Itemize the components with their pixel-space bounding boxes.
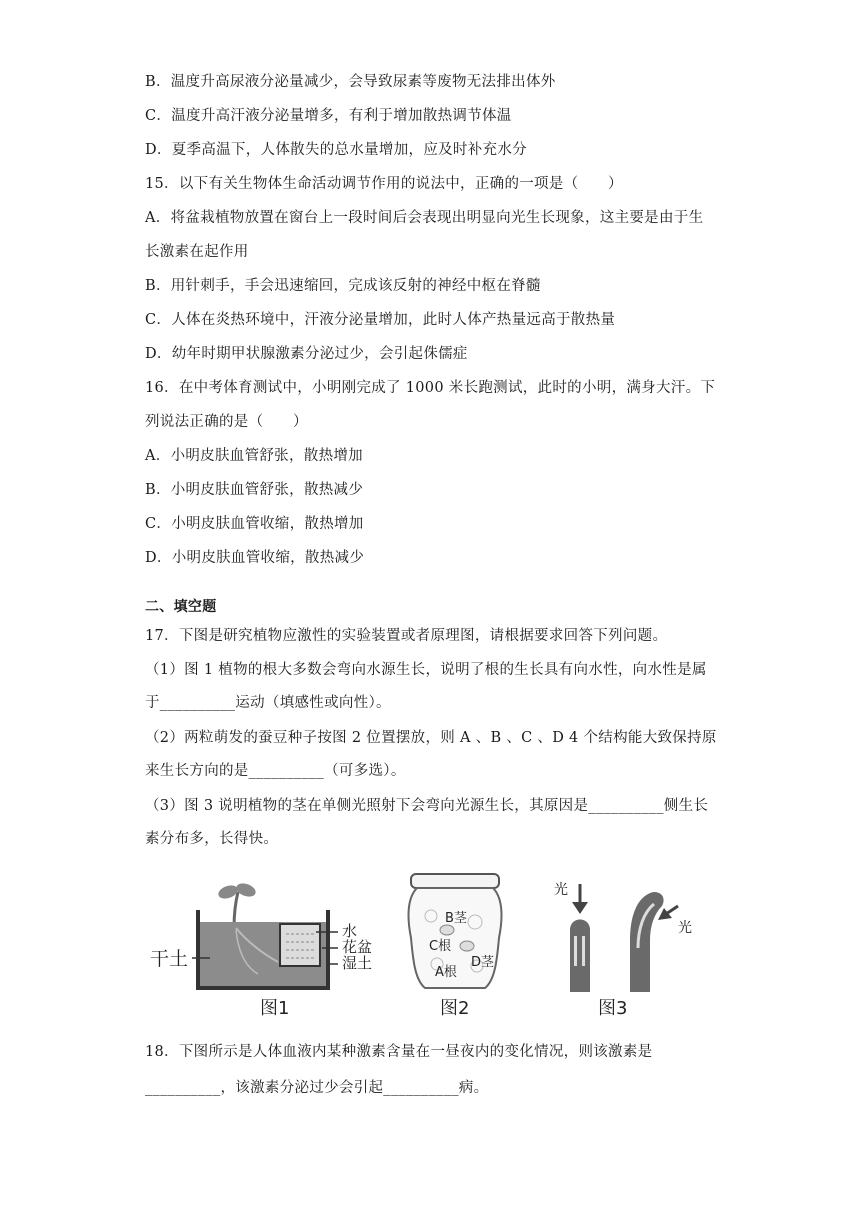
fig2-a-root-label: A根 [435,965,457,980]
figure-3-caption: 图3 [598,998,628,1019]
question-17-part3: （3）图 3 说明植物的茎在单侧光照射下会弯向光源生长，其原因是__________侧生长 [145,798,709,814]
fig1-water-label: 水 [342,922,358,940]
question-16-cont: 列说法正确的是（ ） [145,414,308,430]
fig3-light-top-label: 光 [554,882,568,898]
option-d-q15: D．幼年时期甲状腺激素分泌过少，会引起侏儒症 [145,346,468,362]
question-16: 16．在中考体育测试中，小明刚完成了 1000 米长跑测试，此时的小明，满身大汗。下 [145,380,716,396]
figure-3 [550,878,700,992]
option-b-q16: B．小明皮肤血管舒张，散热减少 [145,482,364,498]
option-b-q15: B．用针刺手，手会迅速缩回，完成该反射的神经中枢在脊髓 [145,278,541,294]
fig2-c-root-label: C根 [429,939,452,954]
option-d-q14: D．夏季高温下，人体散失的总水量增加，应及时补充水分 [145,142,527,158]
section-heading: 二、填空题 [145,599,217,615]
question-17-part1-cont: 于__________运动（填感性或向性）。 [145,695,391,711]
question-15: 15．以下有关生物体生命活动调节作用的说法中，正确的一项是（ ） [145,176,623,192]
question-17-part1: （1）图 1 植物的根大多数会弯向水源生长，说明了根的生长具有向水性，向水性是属 [145,662,707,678]
fig2-b-stem-label: B茎 [445,911,467,926]
option-c-q15: C．人体在炎热环境中，汗液分泌量增加，此时人体产热量远高于散热量 [145,312,616,328]
figure-2 [405,872,505,996]
fig1-pot-label: 花盆 [342,938,373,956]
option-b-q14: B．温度升高尿液分泌量减少，会导致尿素等废物无法排出体外 [145,74,556,90]
fig2-d-stem-label: D茎 [471,955,495,970]
question-18-cont: __________，该激素分泌过少会引起__________病。 [145,1080,489,1096]
question-17: 17．下图是研究植物应激性的实验装置或者原理图，请根据要求回答下列问题。 [145,628,668,644]
fig1-dry-soil-label: 干土 [150,948,189,970]
figure-1-caption: 图1 [260,998,290,1019]
option-d-q16: D．小明皮肤血管收缩，散热减少 [145,550,365,566]
option-a-q15-cont: 长激素在起作用 [145,244,249,260]
option-a-q15: A．将盆栽植物放置在窗台上一段时间后会表现出明显向光生长现象，这主要是由于生 [145,210,704,226]
question-17-part3-cont: 素分布多，长得快。 [145,831,279,847]
fig1-wet-soil-label: 湿土 [342,954,373,972]
option-c-q14: C．温度升高汗液分泌量增多，有利于增加散热调节体温 [145,108,512,124]
figure-2-caption: 图2 [440,998,470,1019]
option-a-q16: A．小明皮肤血管舒张，散热增加 [145,448,363,464]
fig3-light-side-label: 光 [678,920,692,936]
question-17-part2-cont: 来生长方向的是__________（可多选）。 [145,763,406,779]
option-c-q16: C．小明皮肤血管收缩，散热增加 [145,516,364,532]
question-18: 18．下图所示是人体血液内某种激素含量在一昼夜内的变化情况，则该激素是 [145,1044,653,1060]
question-17-part2: （2）两粒萌发的蚕豆种子按图 2 位置摆放，则 A 、B 、C 、D 4 个结构能大致保持原 [145,730,717,746]
